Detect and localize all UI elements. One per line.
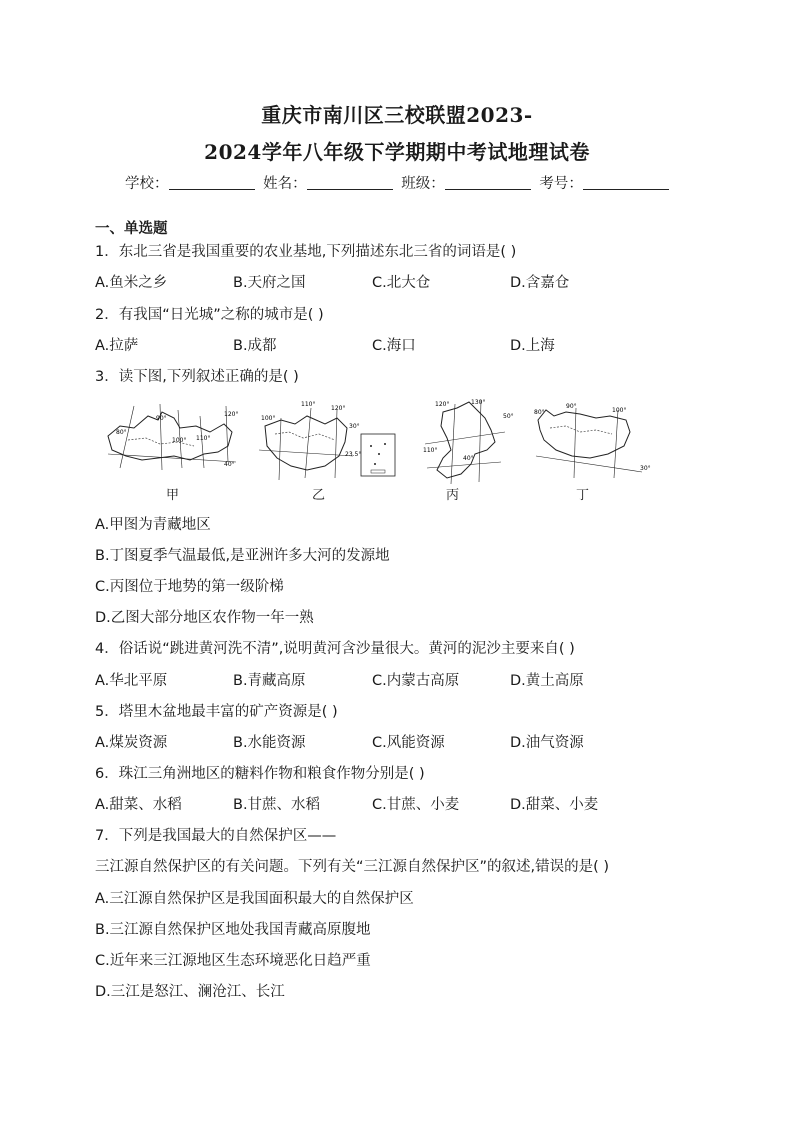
question-5-stem: 5．塔里木盆地最丰富的矿产资源是( )	[95, 704, 338, 720]
ding-tick-2: 100°	[612, 407, 627, 414]
q3-option-d[interactable]: D.乙图大部分地区农作物一年一熟	[95, 610, 314, 626]
jia-tick-2: 90°	[156, 415, 167, 422]
q4-option-a[interactable]: A.华北平原	[95, 673, 168, 689]
yi-tick-3: 100°	[261, 415, 276, 422]
jia-tick-4: 110°	[196, 435, 211, 442]
exam-number-blank[interactable]	[583, 175, 669, 190]
exam-title-line2: 2024学年八年级下学期期中考试地理试卷	[204, 140, 590, 164]
name-blank[interactable]	[307, 175, 393, 190]
map-label-bing: 丙	[446, 488, 460, 503]
question-3-stem: 3．读下图,下列叙述正确的是( )	[95, 369, 299, 385]
q3-option-a[interactable]: A.甲图为青藏地区	[95, 517, 211, 533]
map-label-jia: 甲	[166, 488, 180, 503]
class-blank[interactable]	[445, 175, 531, 190]
q1-option-d[interactable]: D.含嘉仓	[510, 275, 570, 291]
q6-option-b[interactable]: B.甘蔗、水稻	[233, 797, 321, 813]
ding-tick-1: 90°	[566, 403, 577, 410]
school-blank[interactable]	[169, 175, 255, 190]
class-label: 班级：	[401, 176, 445, 192]
q2-option-a[interactable]: A.拉萨	[95, 338, 139, 354]
name-label: 姓名：	[263, 176, 307, 192]
q5-option-c[interactable]: C.风能资源	[372, 735, 445, 751]
question-2-stem: 2．有我国“日光城”之称的城市是( )	[95, 307, 324, 323]
q1-option-b[interactable]: B.天府之国	[233, 275, 306, 291]
map-bing	[415, 398, 525, 488]
question-4-stem: 4．俗话说“跳进黄河洗不清”,说明黄河含沙量很大。黄河的泥沙主要来自( )	[95, 641, 575, 657]
map-ding	[530, 398, 665, 488]
bing-tick-3: 50°	[503, 413, 514, 420]
q3-option-b[interactable]: B.丁图夏季气温最低,是亚洲许多大河的发源地	[95, 548, 390, 564]
yi-tick-1: 110°	[301, 401, 316, 408]
q1-option-c[interactable]: C.北大仓	[372, 275, 431, 291]
ding-tick-4: 30°	[640, 465, 651, 472]
map-label-yi: 乙	[312, 488, 326, 503]
q3-option-c[interactable]: C.丙图位于地势的第一级阶梯	[95, 579, 284, 595]
yi-tick-2: 120°	[331, 405, 346, 412]
question-7-stem-continued: 三江源自然保护区的有关问题。下列有关“三江源自然保护区”的叙述,错误的是( )	[95, 859, 610, 875]
jia-tick-3: 100°	[172, 437, 187, 444]
section-title: 一、单选题	[95, 221, 168, 237]
map-label-ding: 丁	[576, 488, 590, 503]
q1-option-a[interactable]: A.鱼米之乡	[95, 275, 168, 291]
q5-option-a[interactable]: A.煤炭资源	[95, 735, 168, 751]
yi-tick-5: 23.5°	[345, 451, 362, 458]
question-1-stem: 1．东北三省是我国重要的农业基地,下列描述东北三省的词语是( )	[95, 244, 517, 260]
question-7-stem: 7．下列是我国最大的自然保护区——	[95, 828, 337, 844]
question-6-stem: 6．珠江三角洲地区的糖料作物和粮食作物分别是( )	[95, 766, 425, 782]
exam-number-label: 考号：	[539, 176, 583, 192]
jia-tick-5: 120°	[224, 411, 239, 418]
bing-tick-1: 120°	[435, 401, 450, 408]
q4-option-c[interactable]: C.内蒙古高原	[372, 673, 460, 689]
student-info-row	[125, 172, 673, 193]
q4-option-d[interactable]: D.黄土高原	[510, 673, 584, 689]
q7-option-b[interactable]: B.三江源自然保护区地处我国青藏高原腹地	[95, 922, 371, 938]
school-label: 学校：	[125, 176, 169, 192]
map-jia	[100, 398, 240, 478]
ding-tick-3: 80°	[534, 409, 545, 416]
q5-option-d[interactable]: D.油气资源	[510, 735, 584, 751]
jia-tick-1: 80°	[116, 429, 127, 436]
bing-tick-5: 40°	[463, 455, 474, 462]
exam-title-line1: 重庆市南川区三校联盟2023-	[261, 103, 533, 127]
q7-option-d[interactable]: D.三江是怒江、澜沧江、长江	[95, 984, 285, 1000]
q7-option-a[interactable]: A.三江源自然保护区是我国面积最大的自然保护区	[95, 891, 414, 907]
map-yi	[255, 398, 405, 488]
q7-option-c[interactable]: C.近年来三江源地区生态环境恶化日趋严重	[95, 953, 371, 969]
q6-option-a[interactable]: A.甜菜、水稻	[95, 797, 182, 813]
q6-option-c[interactable]: C.甘蔗、小麦	[372, 797, 460, 813]
bing-tick-4: 110°	[423, 447, 438, 454]
yi-tick-4: 30°	[349, 423, 360, 430]
q2-option-c[interactable]: C.海口	[372, 338, 416, 354]
q4-option-b[interactable]: B.青藏高原	[233, 673, 306, 689]
q5-option-b[interactable]: B.水能资源	[233, 735, 306, 751]
bing-tick-2: 130°	[471, 399, 486, 406]
q2-option-b[interactable]: B.成都	[233, 338, 277, 354]
jia-tick-6: 40°	[224, 461, 235, 468]
q6-option-d[interactable]: D.甜菜、小麦	[510, 797, 599, 813]
q2-option-d[interactable]: D.上海	[510, 338, 555, 354]
